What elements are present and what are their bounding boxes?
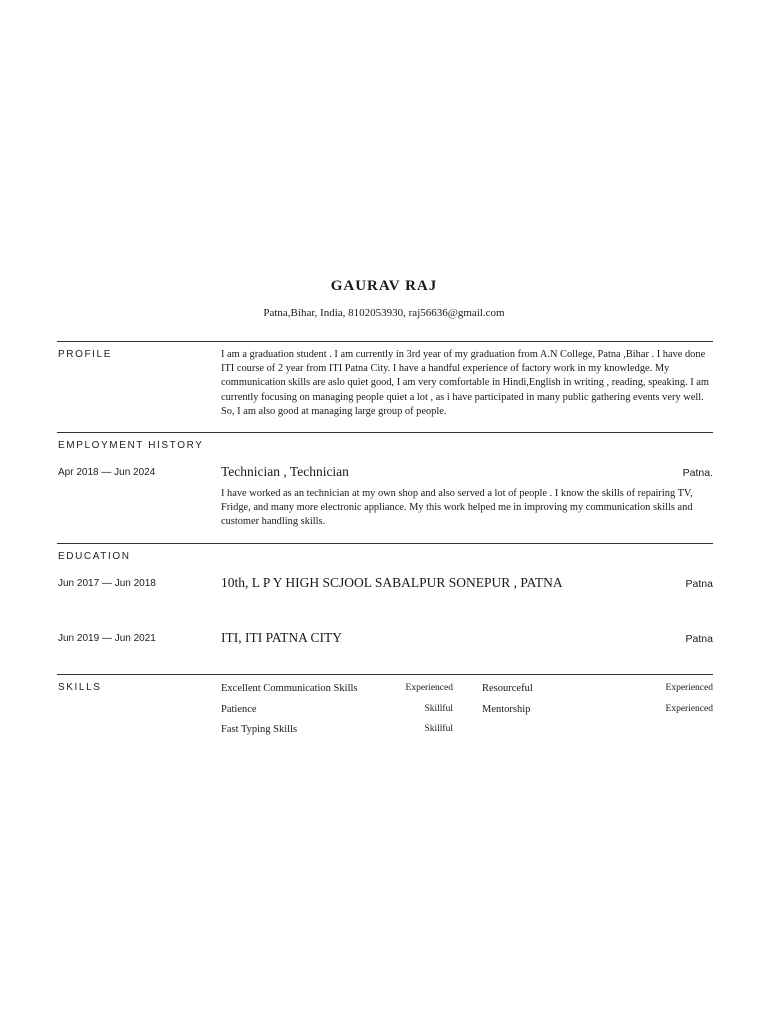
skill-name: Mentorship [482,704,531,715]
skill-level: Experienced [405,683,453,693]
section-title-education: EDUCATION [58,551,131,562]
candidate-name: GAURAV RAJ [330,278,438,294]
skill-name: Fast Typing Skills [221,724,298,735]
profile-text: I am a graduation student . I am currently in 3rd year of my graduation from A.N College, Patna ,Bihar . I have done ITI course of 2 year from ITI Patna City. I have a handful experience of factory work in my knowledge. My communication skills are aslo quiet good, I am very comfortable in Hindi,English in writing , reading, speaking. I am currently focusing on managing people quiet a lot , as i have participated in many public gathering events very well. So, I am also good at managing large group of people. [221,349,709,417]
skill-name: Resourceful [482,683,533,694]
employment-role: Technician , Technician [221,464,349,479]
education-dates: Jun 2017 — Jun 2018 [58,578,156,589]
skill-level: Skillful [424,724,453,734]
section-title-skills: SKILLS [58,682,102,693]
skill-name: Patience [221,704,257,715]
divider [57,674,713,675]
divider [57,543,713,544]
education-school: ITI, ITI PATNA CITY [221,630,342,645]
education-location: Patna [685,578,713,590]
divider [57,341,713,342]
skill-name: Excellent Communication Skills [221,683,358,694]
skill-level: Experienced [665,683,713,693]
skill-level: Skillful [424,704,453,714]
employment-description: I have worked as an technician at my own shop and also served a lot of people . I know the skills of repairing TV, Fridge, and many more electronic appliance. My this work helped me in improving my communication skills and customer handling skills. [221,488,693,528]
section-title-profile: PROFILE [58,349,112,360]
skill-level: Experienced [665,704,713,714]
employment-dates: Apr 2018 — Jun 2024 [58,467,156,478]
contact-line: Patna,Bihar, India, 8102053930, raj56636@gmail.com [263,307,505,319]
education-dates: Jun 2019 — Jun 2021 [58,633,156,644]
education-location: Patna [685,633,713,645]
section-title-employment: EMPLOYMENT HISTORY [58,440,204,451]
divider [57,432,713,433]
employment-location: Patna. [682,467,713,479]
education-school: 10th, L P Y HIGH SCJOOL SABALPUR SONEPUR , PATNA [221,575,563,590]
